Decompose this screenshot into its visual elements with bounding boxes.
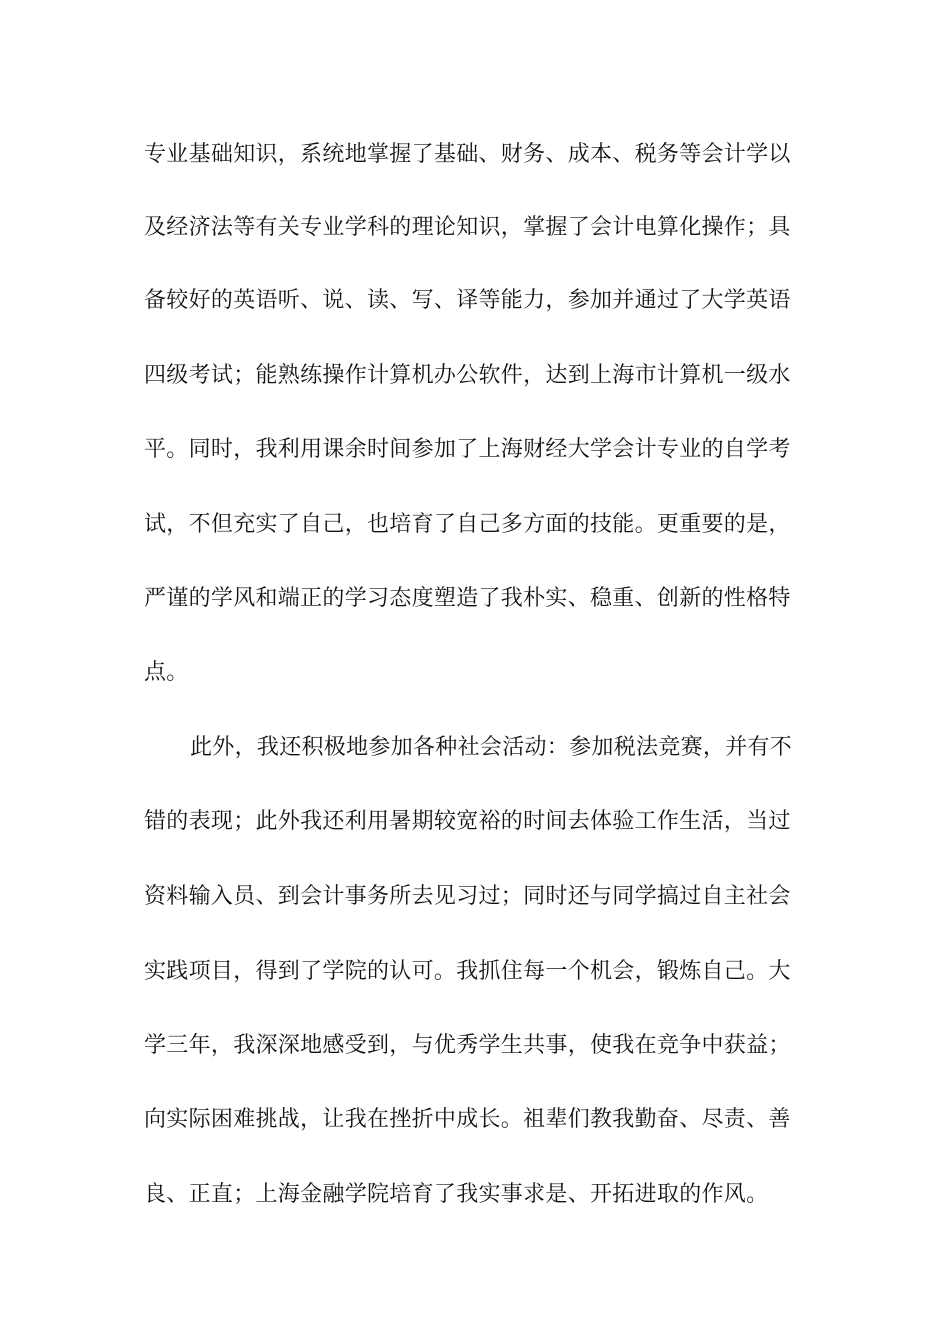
text-line: 及经济法等有关专业学科的理论知识，掌握了会计电算化操作；具	[144, 215, 791, 240]
text-line: 严谨的学风和端正的学习态度塑造了我朴实、稳重、创新的性格特	[144, 586, 791, 611]
text-line: 平。同时，我利用课余时间参加了上海财经大学会计专业的自学考	[144, 437, 791, 462]
text-line: 错的表现；此外我还利用暑期较宽裕的时间去体验工作生活，当过	[144, 809, 791, 834]
text-line: 专业基础知识，系统地掌握了基础、财务、成本、税务等会计学以	[144, 142, 791, 167]
text-line: 向实际困难挑战，让我在挫折中成长。祖辈们教我勤奋、尽责、善	[144, 1107, 791, 1132]
text-line: 试，不但充实了自己，也培育了自己多方面的技能。更重要的是，	[144, 512, 791, 537]
text-line: 点。	[144, 660, 189, 685]
text-line: 实践项目，得到了学院的认可。我抓住每一个机会，锻炼自己。大	[144, 959, 791, 984]
text-line: 四级考试；能熟练操作计算机办公软件，达到上海市计算机一级水	[144, 363, 791, 388]
text-line: 学三年，我深深地感受到，与优秀学生共事，使我在竞争中获益；	[144, 1033, 791, 1058]
text-line: 资料输入员、到会计事务所去见习过；同时还与同学搞过自主社会	[144, 884, 791, 909]
text-line: 良、正直；上海金融学院培育了我实事求是、开拓进取的作风。	[144, 1182, 769, 1207]
text-line: 此外，我还积极地参加各种社会活动：参加税法竞赛，并有不	[190, 735, 793, 760]
text-line: 备较好的英语听、说、读、写、译等能力，参加并通过了大学英语	[144, 288, 791, 313]
